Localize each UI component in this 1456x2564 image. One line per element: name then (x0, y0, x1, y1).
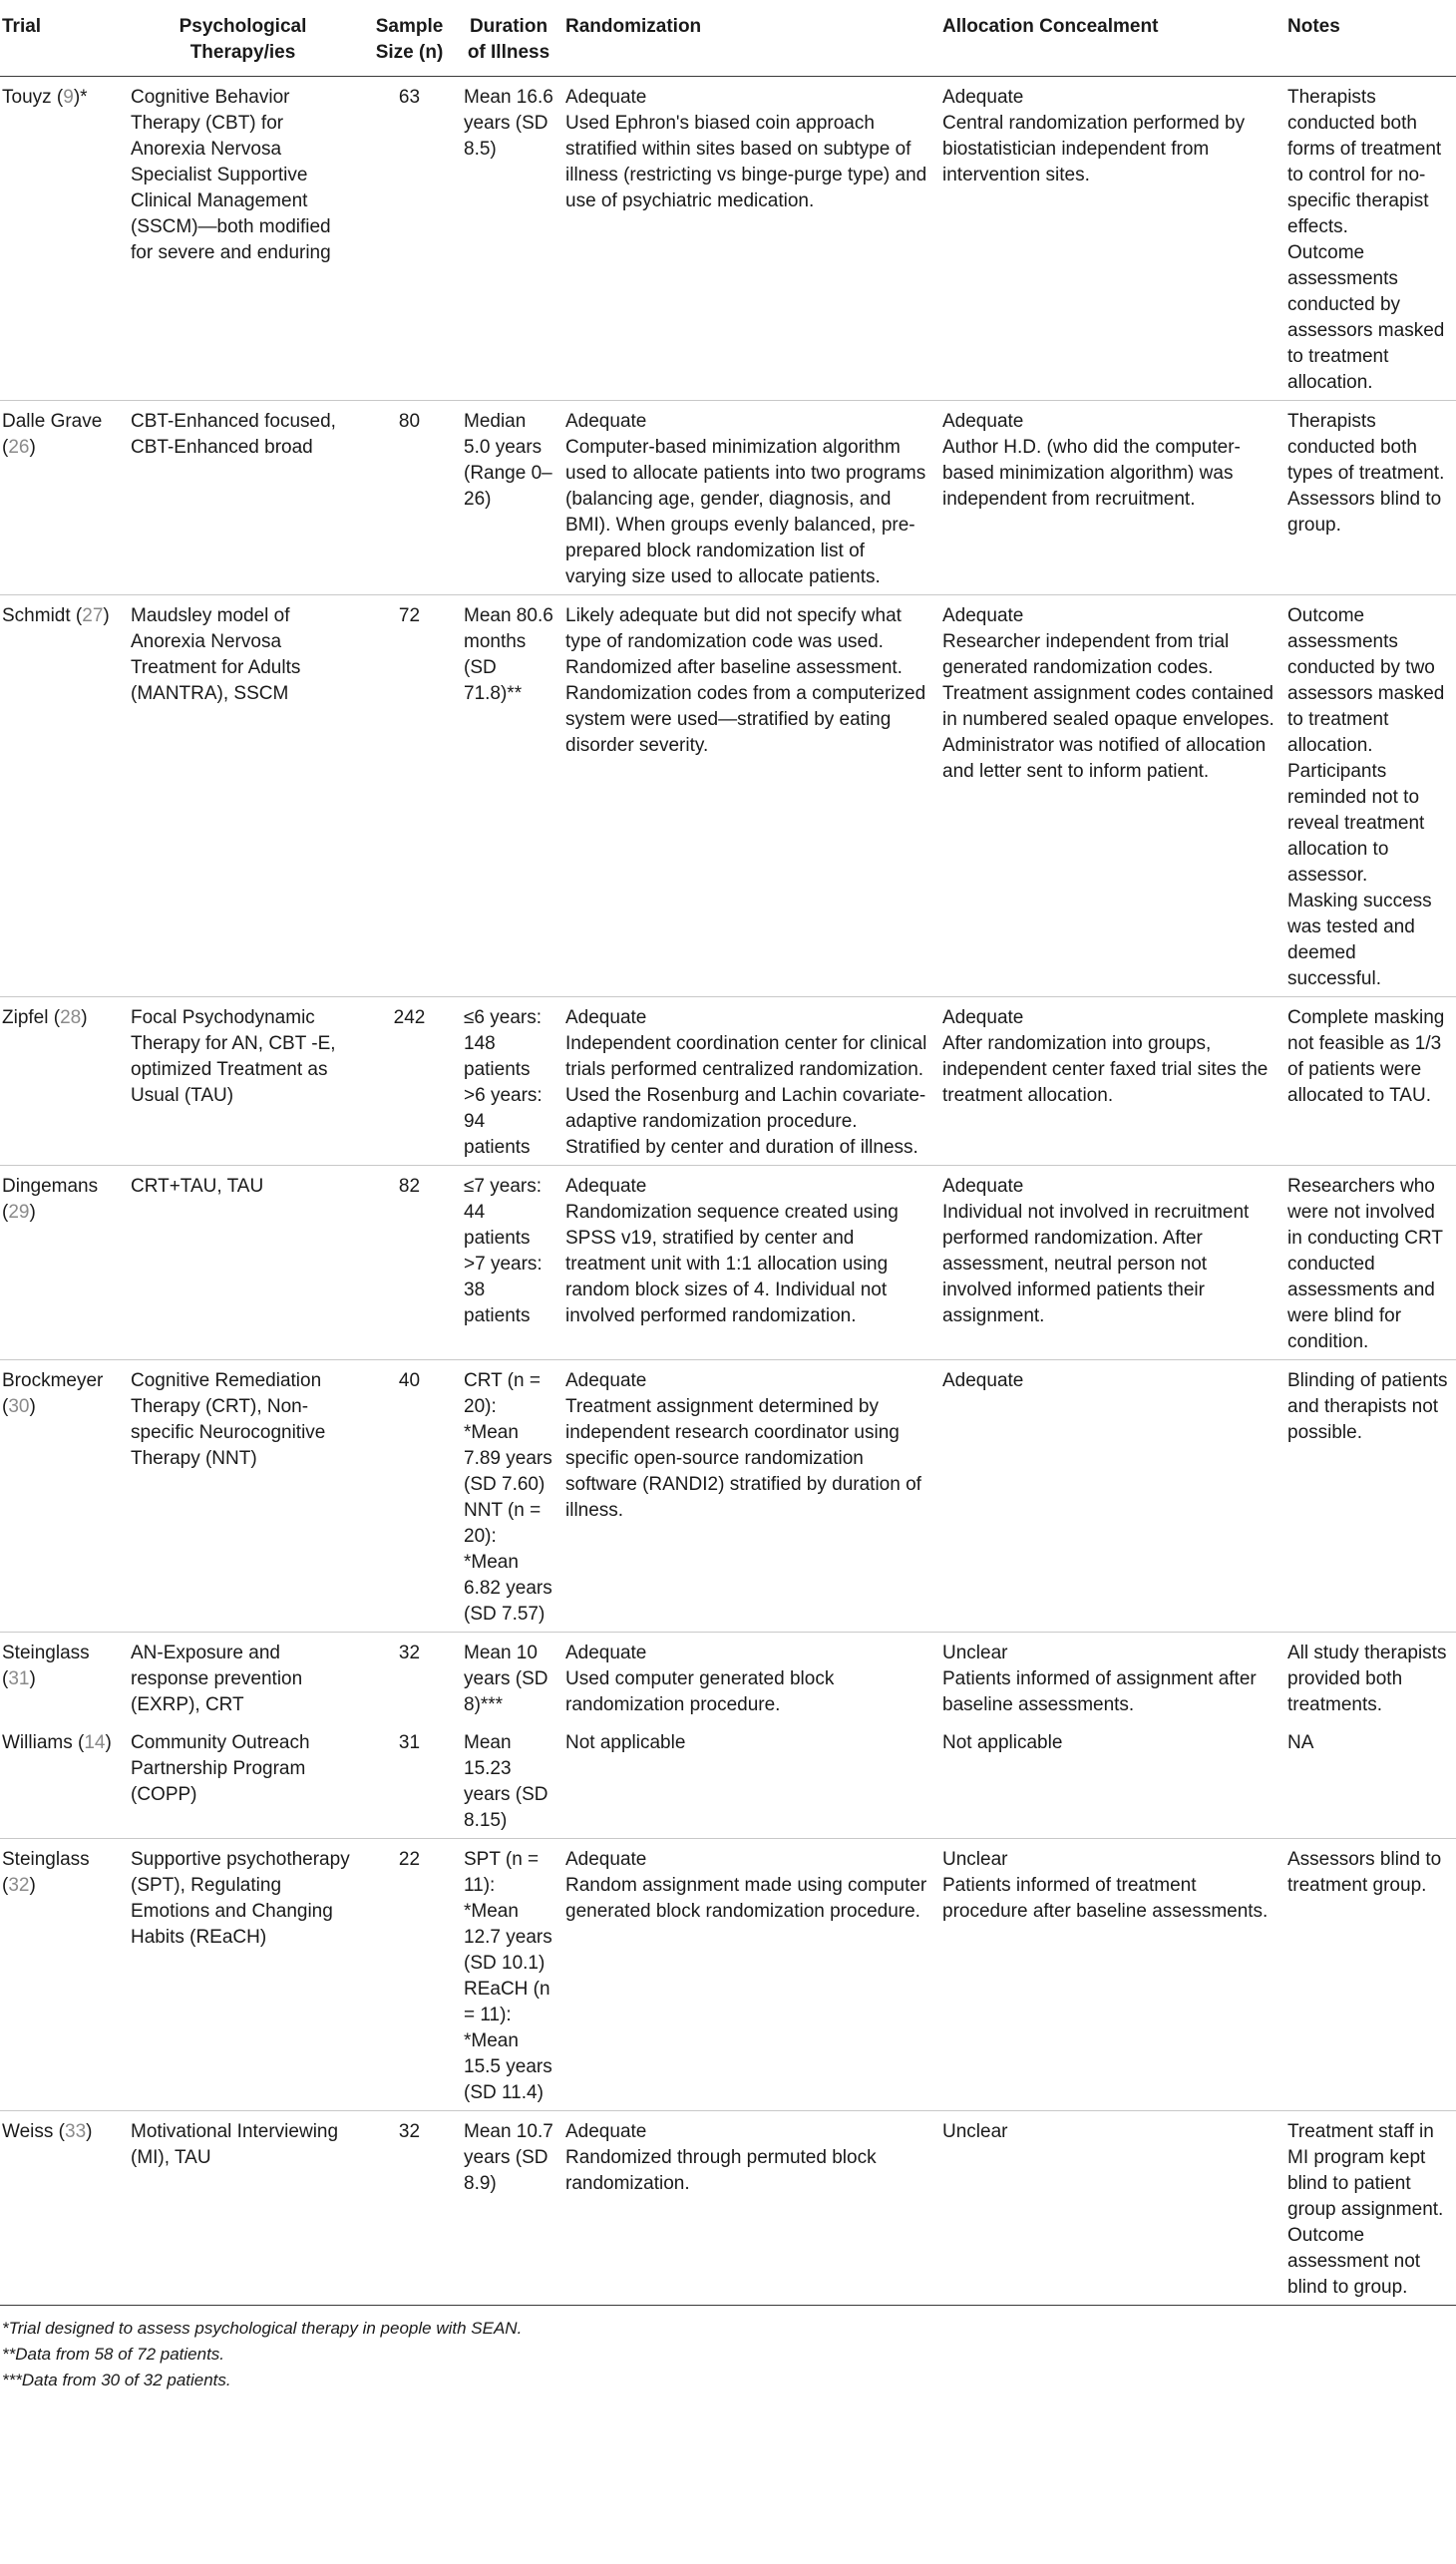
trial-name: Williams (2, 1732, 73, 1753)
randomization-line: Randomized through permuted block randomization. (565, 2147, 877, 2194)
allocation-line: Individual not involved in recruitment performed randomization. After assessment, neutral person not involved informed patients their assignment. (942, 1202, 1250, 1326)
allocation-line: Adequate (942, 411, 1024, 432)
cell-trial: Dingemans (29) (0, 1166, 125, 1360)
header-duration: Duration of Illness (458, 0, 559, 77)
cell-sample-size (361, 1166, 458, 1360)
cell-randomization (559, 997, 936, 1166)
notes-line: Therapists conducted both forms of treatment to control for no-specific therapist effects. (1287, 87, 1442, 237)
randomization-line: Adequate (565, 1370, 647, 1391)
therapy-text: Cognitive Behavior Therapy (CBT) for Anorexia Nervosa Specialist Supportive Clinical Management (SSCM)—both modified for severe and enduring (131, 87, 331, 263)
cell-allocation (936, 1722, 1281, 1839)
reference-link[interactable]: 26 (8, 437, 30, 458)
therapy-text: Motivational Interviewing (MI), TAU (131, 2121, 339, 2168)
cell-sample-size (361, 1722, 458, 1839)
notes-line: Treatment staff in MI program kept blind to patient group assignment. (1287, 2121, 1444, 2220)
randomization-line: Randomization sequence created using SPSS v19, stratified by center and treatment unit with 1:1 allocation using random block sizes of 4. Individual not involved performed randomization. (565, 1202, 899, 1326)
cell-trial: Weiss (33) (0, 2111, 125, 2306)
cell-sample-size (361, 997, 458, 1166)
notes-line: Masking success was tested and deemed successful. (1287, 891, 1432, 989)
trial-name: Brockmeyer (2, 1370, 104, 1391)
allocation-line: Unclear (942, 1643, 1008, 1663)
sample-size-value: 80 (398, 411, 421, 432)
cell-allocation (936, 595, 1281, 997)
randomization-line: Used computer generated block randomization procedure. (565, 1668, 835, 1715)
randomization-line: Randomized after baseline assessment. (565, 657, 903, 678)
sample-size-value: 72 (398, 605, 421, 626)
allocation-line: Not applicable (942, 1732, 1063, 1753)
cell-therapy (125, 1839, 361, 2111)
randomization-line: Adequate (565, 1849, 647, 1870)
randomization-line: Used Ephron's biased coin approach stratified within sites based on subtype of illness (restricting vs binge-purge type) and use of psychiatric medication. (565, 113, 927, 211)
cell-allocation (936, 997, 1281, 1166)
therapy-text: Cognitive Remediation Therapy (CRT), Non-specific Neurocognitive Therapy (NNT) (131, 1370, 326, 1469)
notes-line: NA (1287, 1732, 1314, 1753)
header-notes: Notes (1281, 0, 1456, 77)
randomization-line: Random assignment made using computer generated block randomization procedure. (565, 1875, 927, 1922)
reference-link[interactable]: 9 (63, 87, 74, 108)
notes-line: All study therapists provided both treatments. (1287, 1643, 1447, 1715)
notes-line: Therapists conducted both types of treatment. (1287, 411, 1445, 484)
cell-duration (458, 401, 559, 595)
allocation-line: Patients informed of assignment after baseline assessments. (942, 1668, 1257, 1715)
cell-duration (458, 1722, 559, 1839)
trial-name: Schmidt (2, 605, 71, 626)
allocation-line: Adequate (942, 1370, 1024, 1391)
cell-therapy (125, 1360, 361, 1633)
reference-link[interactable]: 27 (82, 605, 104, 626)
allocation-line: Central randomization performed by biostatistician independent from intervention sites. (942, 113, 1246, 185)
duration-line: SPT (n = 11): *Mean 12.7 years (SD 10.1) (464, 1849, 552, 1974)
reference-link[interactable]: 31 (8, 1668, 30, 1689)
randomization-line: Randomization codes from a computerized system were used—stratified by eating disorder severity. (565, 683, 926, 756)
cell-allocation (936, 1633, 1281, 1723)
table-row (0, 997, 1456, 1166)
cell-randomization (559, 1633, 936, 1723)
therapy-text: Maudsley model of Anorexia Nervosa Treatment for Adults (MANTRA), SSCM (131, 605, 301, 704)
allocation-line: Patients informed of treatment procedure after baseline assessments. (942, 1875, 1269, 1922)
allocation-line: Adequate (942, 1007, 1024, 1028)
allocation-line: Adequate (942, 605, 1024, 626)
notes-line: Researchers who were not involved in conducting CRT conducted assessments and were blind for condition. (1287, 1176, 1443, 1352)
duration-line: Mean 10 years (SD 8)*** (464, 1643, 548, 1715)
notes-line: Assessors blind to treatment group. (1287, 1849, 1442, 1896)
reference-link[interactable]: 29 (8, 1202, 30, 1223)
table-row (0, 1839, 1456, 2111)
cell-randomization (559, 401, 936, 595)
randomization-line: Adequate (565, 87, 647, 108)
reference-link[interactable]: 28 (60, 1007, 82, 1028)
cell-trial: Steinglass (32) (0, 1839, 125, 2111)
cell-randomization (559, 595, 936, 997)
duration-line: REaCH (n = 11): *Mean 15.5 years (SD 11.4) (464, 1979, 552, 2103)
cell-sample-size (361, 595, 458, 997)
cell-trial: Brockmeyer (30) (0, 1360, 125, 1633)
table-row (0, 1722, 1456, 1839)
duration-line: >6 years: 94 patients (464, 1085, 543, 1158)
footnotes (0, 2306, 1456, 2393)
duration-line: Mean 80.6 months (SD 71.8)** (464, 605, 553, 704)
therapy-text: AN-Exposure and response prevention (EXRP), CRT (131, 1643, 303, 1715)
table-header (0, 0, 1456, 77)
cell-duration (458, 77, 559, 401)
cell-therapy (125, 1633, 361, 1723)
cell-therapy (125, 1722, 361, 1839)
cell-randomization (559, 2111, 936, 2306)
sample-size-value: 32 (398, 2121, 421, 2142)
randomization-line: Adequate (565, 1176, 647, 1197)
cell-allocation (936, 1166, 1281, 1360)
header-sample-size: Sample Size (n) (361, 0, 458, 77)
cell-notes (1281, 1633, 1456, 1723)
therapy-text: Supportive psychotherapy (SPT), Regulating Emotions and Changing Habits (REaCH) (131, 1849, 350, 1948)
cell-sample-size (361, 1360, 458, 1633)
cell-trial: Zipfel (28) (0, 997, 125, 1166)
trial-name: Dalle Grave (2, 411, 103, 432)
notes-line: Outcome assessment not blind to group. (1287, 2225, 1421, 2298)
duration-line: >7 years: 38 patients (464, 1254, 543, 1326)
randomization-line: Independent coordination center for clinical trials performed centralized randomization. Used the Rosenburg and Lachin covariate-adaptive randomization procedure. Stratified by center and duration of illness. (565, 1033, 927, 1158)
cell-duration (458, 1633, 559, 1723)
cell-trial: Dalle Grave (26) (0, 401, 125, 595)
cell-allocation (936, 2111, 1281, 2306)
therapy-text: Focal Psychodynamic Therapy for AN, CBT -E, optimized Treatment as Usual (TAU) (131, 1007, 336, 1106)
cell-trial: Steinglass (31) (2, 1643, 90, 1689)
cell-sample-size (361, 401, 458, 595)
reference-link[interactable]: 32 (8, 1875, 30, 1896)
table-row (0, 77, 1456, 401)
trial-name: Steinglass (2, 1849, 90, 1870)
sample-size-value: 82 (398, 1176, 421, 1197)
allocation-line: Author H.D. (who did the computer-based minimization algorithm) was independent from recruitment. (942, 437, 1241, 510)
trial-name: Dingemans (2, 1176, 99, 1197)
footnote: *Trial designed to assess psychological therapy in people with SEAN. (2, 2319, 523, 2338)
randomization-line: Not applicable (565, 1732, 686, 1753)
cell-therapy (125, 77, 361, 401)
table-row (0, 401, 1456, 595)
randomization-line: Likely adequate but did not specify what type of randomization code was used. (565, 605, 902, 652)
randomization-line: Adequate (565, 411, 647, 432)
cell-notes (1281, 1839, 1456, 2111)
cell-notes (1281, 997, 1456, 1166)
cell-trial: Schmidt (27) (0, 595, 125, 997)
reference-link[interactable]: 30 (8, 1396, 30, 1417)
notes-line: Outcome assessments conducted by assessors masked to treatment allocation. (1287, 242, 1445, 393)
cell-notes (1281, 1360, 1456, 1633)
notes-line: Outcome assessments conducted by two assessors masked to treatment allocation. (1287, 605, 1445, 756)
duration-line: Mean 15.23 years (SD 8.15) (464, 1732, 548, 1831)
duration-line: Mean 16.6 years (SD 8.5) (464, 87, 553, 160)
cell-sample-size (361, 2111, 458, 2306)
cell-randomization (559, 1722, 936, 1839)
allocation-line: Adequate (942, 1176, 1024, 1197)
table-body (0, 77, 1456, 2306)
cell-duration (458, 1166, 559, 1360)
sample-size-value: 22 (398, 1849, 421, 1870)
cell-duration (458, 997, 559, 1166)
randomization-line: Adequate (565, 1007, 647, 1028)
cell-therapy (125, 997, 361, 1166)
randomization-line: Adequate (565, 2121, 647, 2142)
cell-notes (1281, 1722, 1456, 1839)
cell-trial: Williams (14) (0, 1722, 125, 1839)
cell-randomization (559, 1166, 936, 1360)
duration-line: ≤7 years: 44 patients (464, 1176, 543, 1249)
cell-sample-size (361, 77, 458, 401)
trial-name: Weiss (2, 2121, 54, 2142)
sample-size-value: 31 (398, 1732, 421, 1753)
notes-line: Blinding of patients and therapists not possible. (1287, 1370, 1448, 1443)
cell-randomization (559, 1360, 936, 1633)
notes-line: Participants reminded not to reveal treatment allocation to assessor. (1287, 761, 1425, 886)
table-row (0, 1360, 1456, 1633)
duration-line: Median 5.0 years (Range 0–26) (464, 411, 552, 510)
therapy-text: Community Outreach Partnership Program (COPP) (131, 1732, 310, 1805)
cell-sample-size (361, 1633, 458, 1723)
sample-size-value: 40 (398, 1370, 421, 1391)
cell-allocation (936, 1360, 1281, 1633)
allocation-line: Unclear (942, 1849, 1008, 1870)
duration-line: ≤6 years: 148 patients (464, 1007, 543, 1080)
header-randomization: Randomization (559, 0, 936, 77)
therapy-text: CRT+TAU, TAU (131, 1176, 264, 1197)
cell-allocation (936, 1839, 1281, 2111)
table-row (0, 2111, 1456, 2306)
table-row (0, 595, 1456, 997)
cell-duration (458, 2111, 559, 2306)
header-therapy: Psychological Therapy/ies (125, 0, 361, 77)
notes-line: Assessors blind to group. (1287, 489, 1442, 536)
sample-size-value: 242 (393, 1007, 426, 1028)
cell-randomization (559, 77, 936, 401)
cell-therapy (125, 2111, 361, 2306)
cell-notes (1281, 595, 1456, 997)
cell-allocation (936, 77, 1281, 401)
allocation-line: Unclear (942, 2121, 1008, 2142)
allocation-line: Treatment assignment codes contained in numbered sealed opaque envelopes. Administrator was notified of allocation and letter sent to inform patient. (942, 683, 1274, 782)
header-allocation: Allocation Concealment (936, 0, 1281, 77)
cell-therapy (125, 595, 361, 997)
table-row (0, 1166, 1456, 1360)
sample-size-value: 32 (398, 1643, 421, 1663)
trial-name: Touyz (2, 87, 52, 108)
cell-notes (1281, 2111, 1456, 2306)
cell-therapy (125, 401, 361, 595)
notes-line: Complete masking not feasible as 1/3 of patients were allocated to TAU. (1287, 1007, 1445, 1106)
cell-duration (458, 595, 559, 997)
table-row (0, 1633, 1456, 1723)
allocation-line: Researcher independent from trial generated randomization codes. (942, 631, 1230, 678)
cell-trial: Touyz (9)* (0, 77, 125, 401)
reference-link[interactable]: 33 (65, 2121, 87, 2142)
cell-therapy (125, 1166, 361, 1360)
footnote: ***Data from 30 of 32 patients. (2, 2371, 231, 2389)
randomization-line: Adequate (565, 1643, 647, 1663)
reference-link[interactable]: 14 (84, 1732, 106, 1753)
header-trial: Trial (0, 0, 125, 77)
trial-name: Zipfel (2, 1007, 49, 1028)
sample-size-value: 63 (398, 87, 421, 108)
footnote-marker: * (80, 87, 88, 108)
duration-line: Mean 10.7 years (SD 8.9) (464, 2121, 553, 2194)
cell-randomization (559, 1839, 936, 2111)
cell-duration (458, 1360, 559, 1633)
duration-line: NNT (n = 20): *Mean 6.82 years (SD 7.57) (464, 1500, 552, 1625)
cell-notes (1281, 77, 1456, 401)
cell-duration (458, 1839, 559, 2111)
cell-sample-size (361, 1839, 458, 2111)
allocation-line: After randomization into groups, independent center faxed trial sites the treatment allocation. (942, 1033, 1269, 1106)
randomization-line: Computer-based minimization algorithm used to allocate patients into two programs (balancing age, gender, diagnosis, and BMI). When groups evenly balanced, pre-prepared block randomization list of varying size used to allocate patients. (565, 437, 926, 587)
trial-name: Steinglass (2, 1643, 90, 1663)
therapy-text: CBT-Enhanced focused, CBT-Enhanced broad (131, 411, 336, 458)
duration-line: CRT (n = 20): *Mean 7.89 years (SD 7.60) (464, 1370, 552, 1495)
randomization-line: Treatment assignment determined by independent research coordinator using specific open-source randomization software (RANDI2) stratified by duration of illness. (565, 1396, 921, 1521)
footnote: **Data from 58 of 72 patients. (2, 2345, 225, 2364)
cell-notes (1281, 1166, 1456, 1360)
cell-allocation (936, 401, 1281, 595)
cell-notes (1281, 401, 1456, 595)
allocation-line: Adequate (942, 87, 1024, 108)
